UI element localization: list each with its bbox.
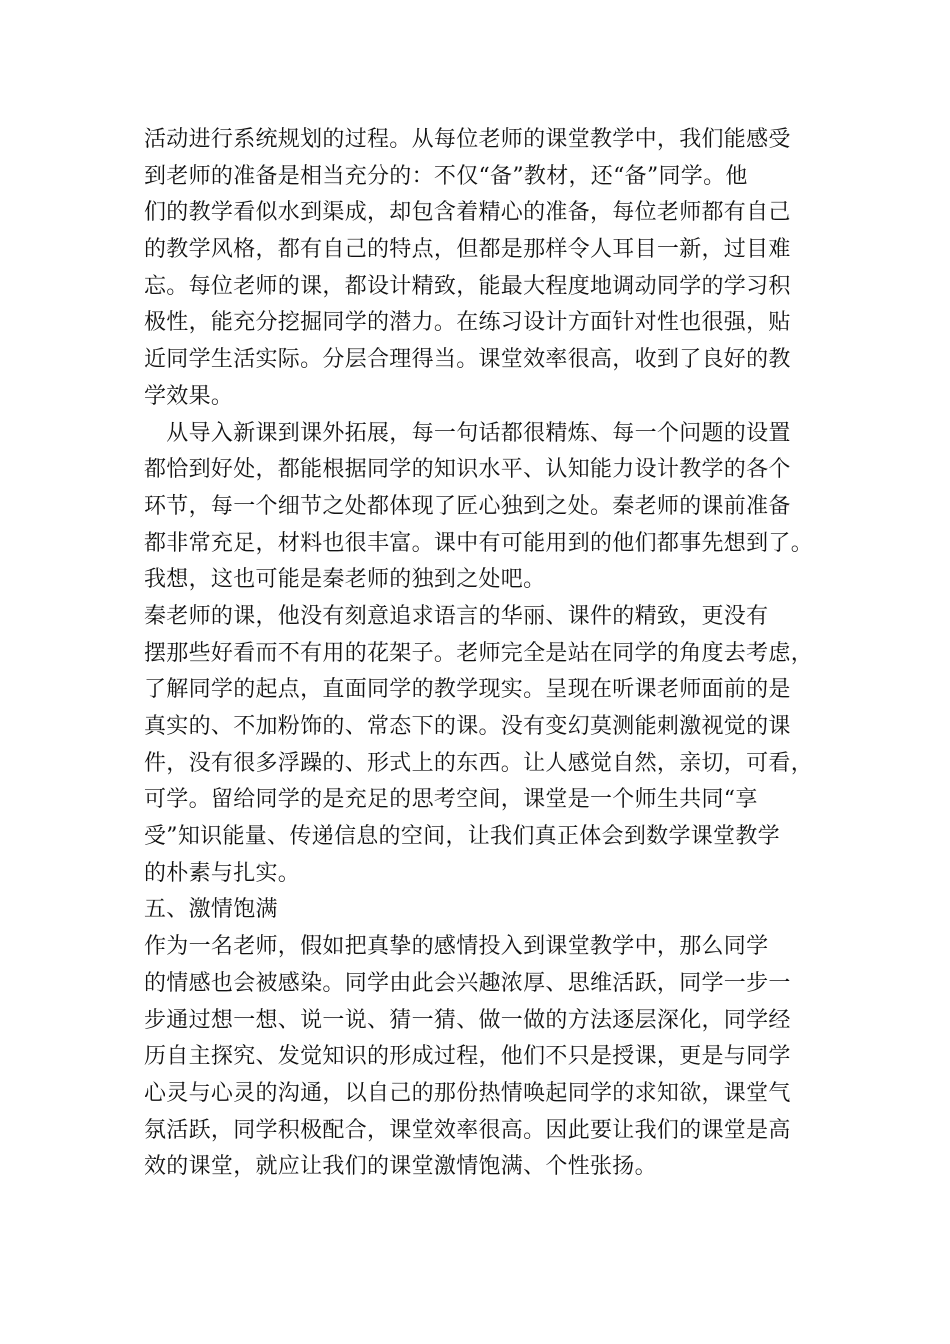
- text-line: 可学。留给同学的是充足的思考空间，课堂是一个师生共同“享: [144, 787, 758, 813]
- text-line: 到老师的准备是相当充分的：不仅“备”教材，还“备”同学。他: [144, 163, 748, 189]
- text-line: 了解同学的起点，直面同学的教学现实。呈现在听课老师面前的是: [144, 677, 791, 703]
- text-line: 都恰到好处，都能根据同学的知识水平、认知能力设计教学的各个: [144, 457, 791, 483]
- text-line: 的教学风格，都有自己的特点，但都是那样令人耳目一新，过目难: [144, 237, 791, 263]
- text-line: 我想，这也可能是秦老师的独到之处吧。: [144, 567, 546, 593]
- section-heading: 五、激情饱满: [144, 897, 278, 923]
- text-line: 近同学生活实际。分层合理得当。课堂效率很高，收到了良好的教: [144, 347, 791, 373]
- text-line: 摆那些好看而不有用的花架子。老师完全是站在同学的角度去考虑，: [144, 640, 814, 666]
- text-line: 历自主探究、发觉知识的形成过程，他们不只是授课，更是与同学: [144, 1044, 791, 1070]
- text-line: 都非常充足，材料也很丰富。课中有可能用到的他们都事先想到了。: [144, 530, 814, 556]
- text-line: 环节，每一个细节之处都体现了匠心独到之处。秦老师的课前准备: [144, 493, 791, 519]
- text-line: 活动进行系统规划的过程。从每位老师的课堂教学中，我们能感受: [144, 127, 791, 152]
- text-line: 步通过想一想、说一说、猜一猜、做一做的方法逐层深化，同学经: [144, 1007, 791, 1033]
- text-line: 极性，能充分挖掘同学的潜力。在练习设计方面针对性也很强，贴: [144, 310, 791, 336]
- text-line: 的情感也会被感染。同学由此会兴趣浓厚、思维活跃，同学一步一: [144, 970, 791, 996]
- text-line: 忘。每位老师的课，都设计精致，能最大程度地调动同学的学习积: [144, 273, 791, 299]
- text-line: 心灵与心灵的沟通，以自己的那份热情唤起同学的求知欲，课堂气: [144, 1080, 791, 1106]
- document-body: [144, 122, 824, 1186]
- text-line: 受”知识能量、传递信息的空间，让我们真正体会到数学课堂教学: [144, 824, 780, 850]
- text-line: 从导入新课到课外拓展，每一句话都很精炼、每一个问题的设置: [144, 420, 791, 446]
- text-line: 学效果。: [144, 383, 234, 409]
- text-line: 作为一名老师，假如把真挚的感情投入到课堂教学中，那么同学: [144, 934, 769, 960]
- text-line: 秦老师的课，他没有刻意追求语言的华丽、课件的精致，更没有: [144, 603, 769, 629]
- text-line: 效的课堂，就应让我们的课堂激情饱满、个性张扬。: [144, 1154, 657, 1180]
- text-line: 真实的、不加粉饰的、常态下的课。没有变幻莫测能刺激视觉的课: [144, 714, 791, 739]
- text-line: 们的教学看似水到渠成，却包含着精心的准备，每位老师都有自己: [144, 200, 791, 226]
- text-line: 氛活跃，同学积极配合，课堂效率很高。因此要让我们的课堂是高: [144, 1117, 791, 1143]
- text-line: 的朴素与扎实。: [144, 860, 301, 886]
- text-line: 件，没有很多浮躁的、形式上的东西。让人感觉自然，亲切，可看，: [144, 750, 814, 776]
